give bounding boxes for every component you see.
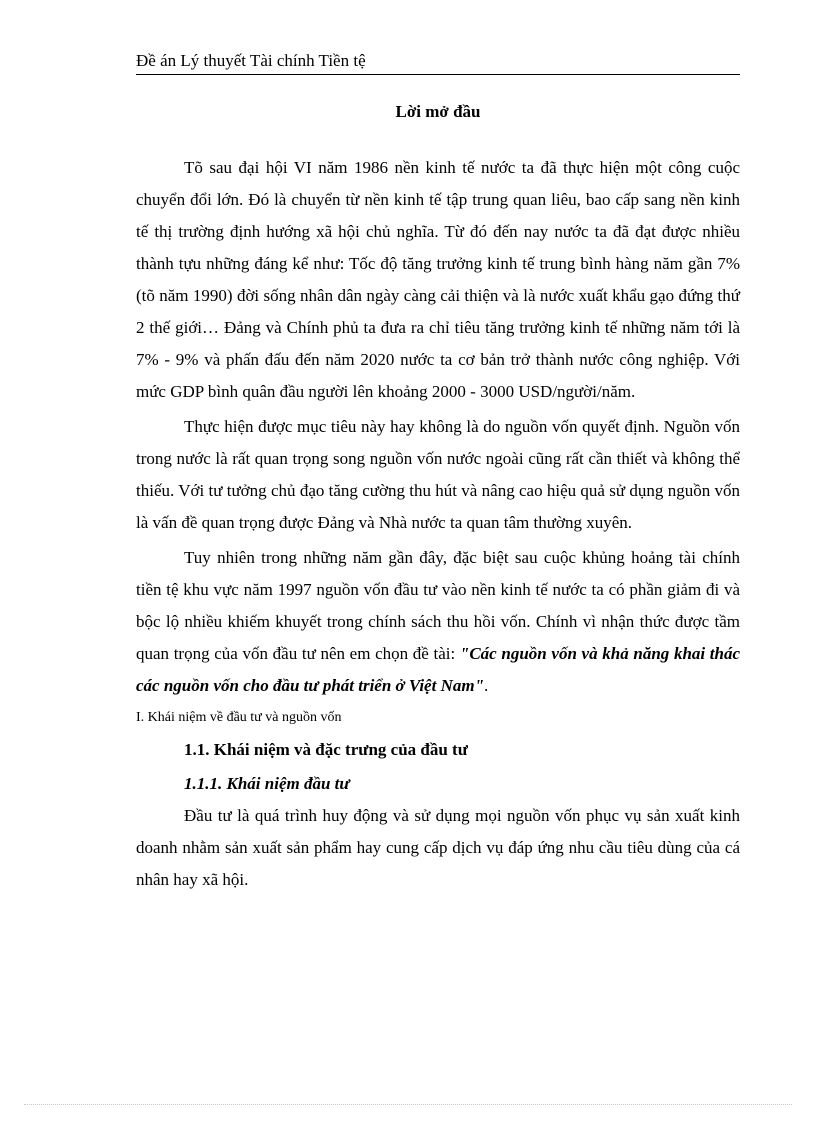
subsubsection-heading: 1.1.1. Khái niệm đầu tư bbox=[184, 774, 350, 793]
intro-paragraph-1: Tõ sau đại hội VI năm 1986 nền kinh tế nước ta đã thực hiện một công cuộc chuyển đổi lớn. Đó là chuyển từ nền kinh tế tập trung quan liêu, bao cấp sang nền kinh tế thị trường định hướng xã hội chủ nghĩa. Từ đó đến nay nước ta đã đạt được nhiều thành tựu những đáng kể như: Tốc độ tăng trưởng kinh tế trung bình hàng năm gần 7% (tõ năm 1990) đời sống nhân dân ngày càng cải thiện và là nước xuất khẩu gạo đứng thứ 2 thế giới… Đảng và Chính phủ ta đưa ra chỉ tiêu tăng trưởng kinh tế những năm tới là 7% - 9% và phấn đấu đến năm 2020 nước ta cơ bản trở thành nước công nghiệp. Với mức GDP bình quân đầu người lên khoảng 2000 - 3000 USD/người/năm. bbox=[136, 158, 740, 401]
thesis-topic: Các nguồn vốn và khả năng khai thác các nguồn vốn cho đầu tư phát triển ở Việt Nam bbox=[136, 644, 740, 695]
intro-paragraph-3-text: Tuy nhiên trong những năm gần đây, đặc biệt sau cuộc khủng hoảng tài chính tiền tệ khu vực năm 1997 nguồn vốn đầu tư vào nền kinh tế nước ta có phần giảm đi và bộc lộ nhiều khiếm khuyết trong chính sách thu hồi vốn. Chính vì nhận thức được tầm quan trọng của vốn đầu tư nên em chọn đề tài: bbox=[136, 548, 740, 663]
running-header: Đề án Lý thuyết Tài chính Tiền tệ bbox=[136, 50, 740, 75]
page-bottom-divider bbox=[24, 1104, 792, 1105]
definition-paragraph: Đầu tư là quá trình huy động và sử dụng mọi nguồn vốn phục vụ sản xuất kinh doanh nhằm sản xuất sản phẩm hay cung cấp dịch vụ đáp ứng nhu cầu tiêu dùng của cá nhân hay xã hội. bbox=[136, 806, 740, 889]
page-title: Lời mở đầu bbox=[395, 102, 481, 121]
subsection-heading: 1.1. Khái niệm và đặc trưng của đầu tư bbox=[184, 740, 468, 759]
section-heading: I. Khái niệm về đầu tư và nguồn vốn bbox=[136, 710, 342, 725]
topic-open-quote: " bbox=[459, 644, 470, 663]
intro-paragraph-3 bbox=[136, 542, 740, 702]
topic-ending: . bbox=[484, 676, 489, 695]
topic-close-quote: " bbox=[474, 676, 485, 695]
document-body bbox=[136, 152, 740, 896]
intro-paragraph-2: Thực hiện được mục tiêu này hay không là do nguồn vốn quyết định. Nguồn vốn trong nước là rất quan trọng song nguồn vốn nước ngoài cũng rất cần thiết và không thể thiếu. Với tư tưởng chủ đạo tăng cường thu hút và nâng cao hiệu quả sử dụng nguồn vốn là vấn đề quan trọng được Đảng và Nhà nước ta quan tâm thường xuyên. bbox=[136, 417, 740, 532]
